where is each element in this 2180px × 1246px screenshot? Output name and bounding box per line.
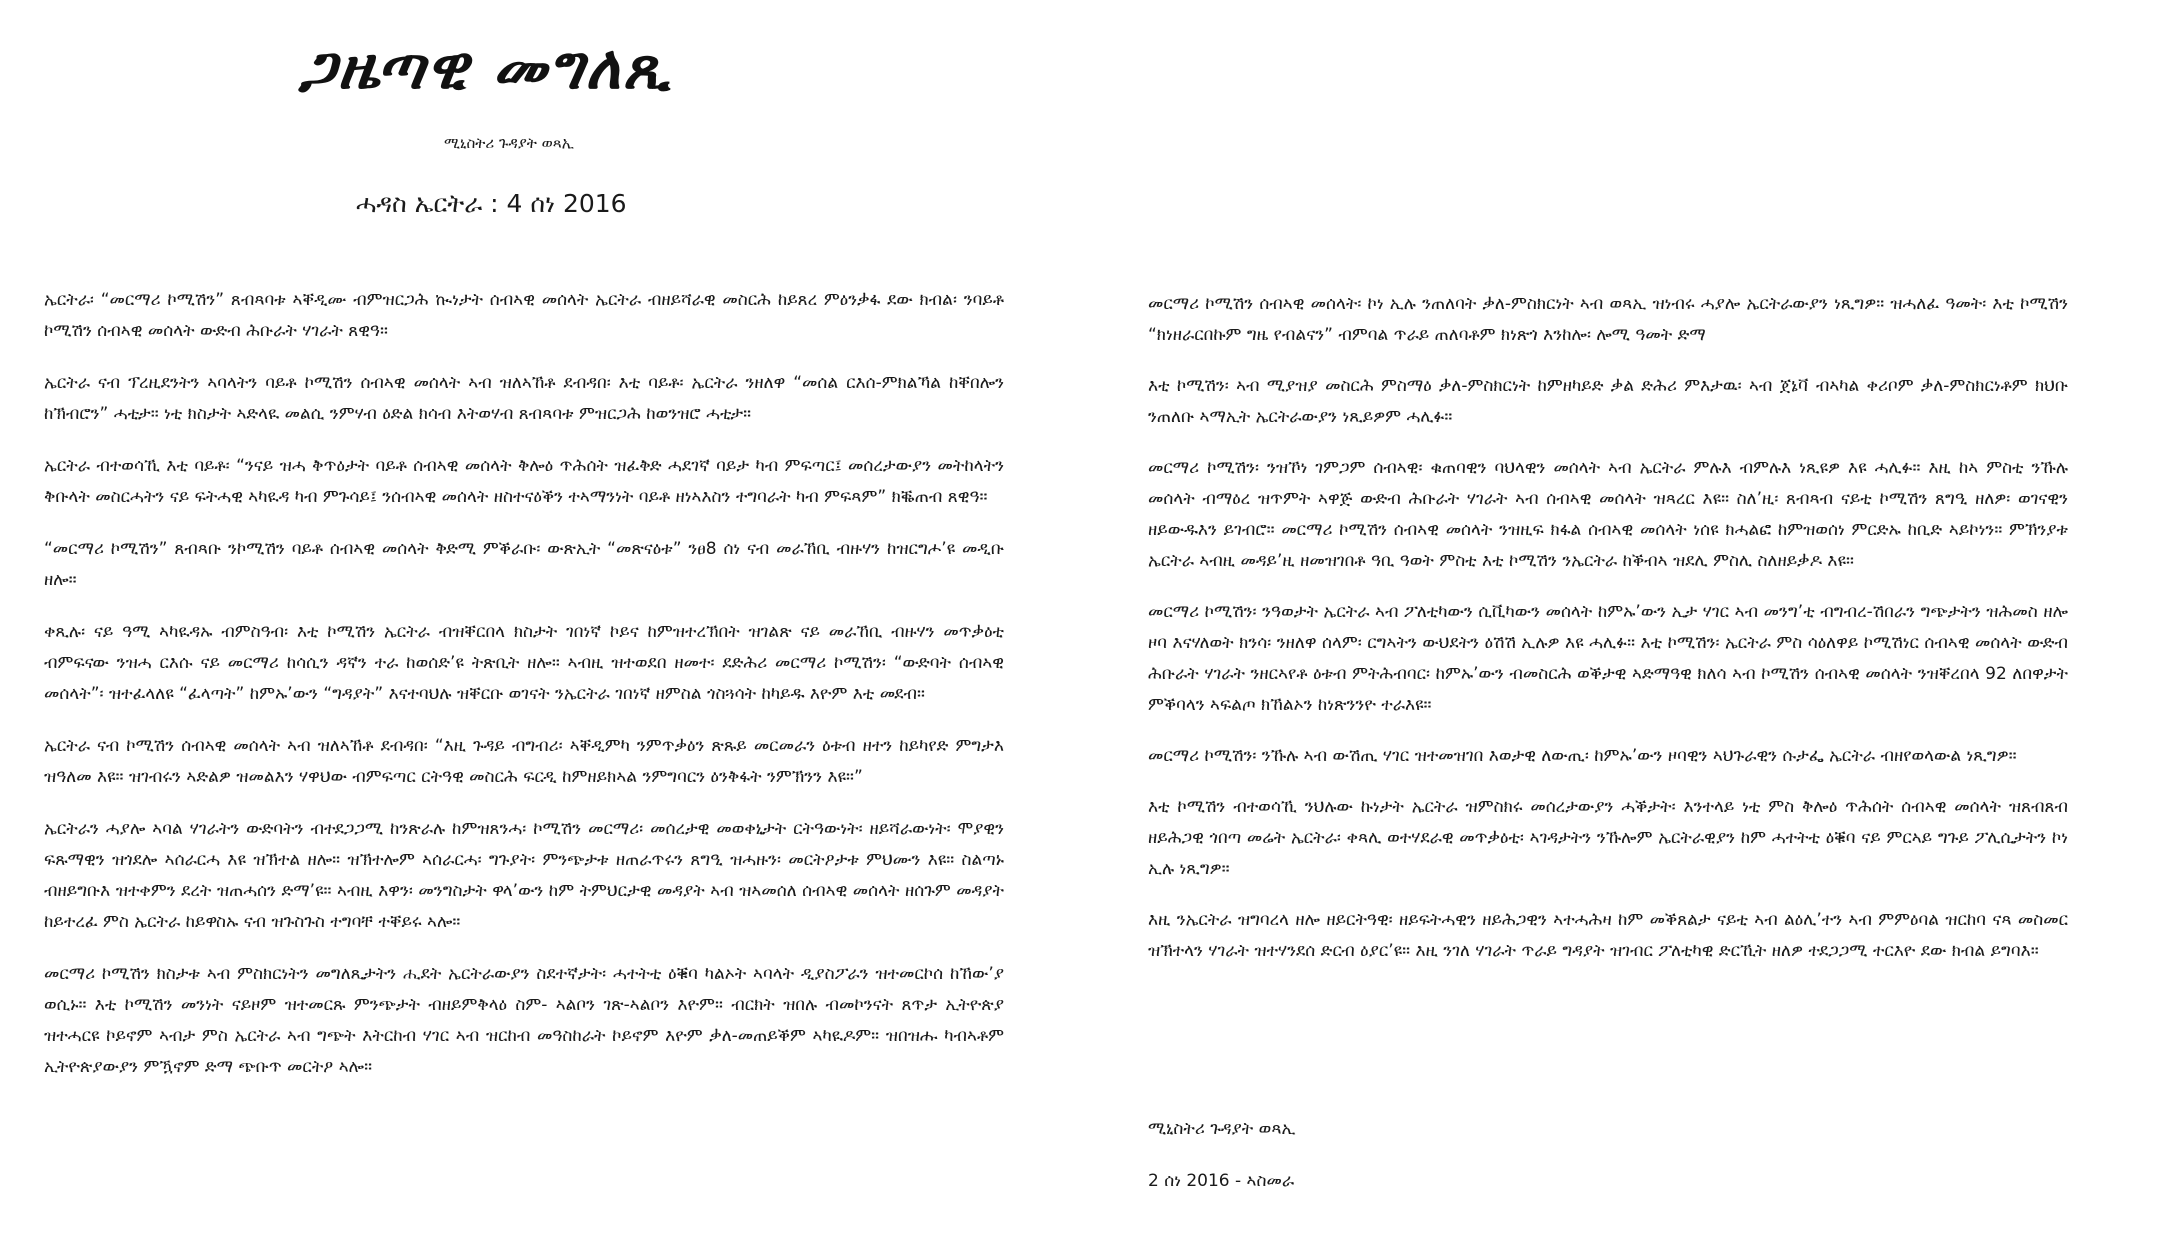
left-body xyxy=(44,285,1004,1104)
paragraph: መርማሪ ኮሚሽን፡ ንኹሉ ኣብ ውሽጢ ሃገር ዝተመዝገበ እወታዊ ለውጢ፡ ከምኡ’ውን ዞባዊን ኣህጉራዊን ሱታፌ ኤርትራ ብዘየወላውል ነጺግዎ። xyxy=(1148,746,2017,766)
signature-date: 2 ሰነ 2016 - ኣስመራ xyxy=(1148,1171,1295,1191)
paragraph: እዚ ንኤርትራ ዝግባረላ ዘሎ ዘይርትዓዊ፡ ዘይፍትሓዊን ዘይሕጋዊን ኣተሓሕዛ ከም መቕጸልታ ናይቲ ኣብ ልዕሊ’ተን ኣብ ምምዕባል ዝርከባ ናጻ መስመር ዝኽተላን ሃገራት ዝተሃንደሰ ድርብ ዕያር’ዩ። እዚ ንገለ ሃገራት ጥራይ ግዳያት ዝገብር ፖለቲካዊ ድርኺት ዘለዎ ተደጋጋሚ ተርእዮ ደው ክብል ይግባእ። xyxy=(1148,910,2068,961)
paragraph: ኤርትራ ናብ ፕረዚደንትን ኣባላትን ባይቶ ኮሚሽን ሰብኣዊ መሰላት ኣብ ዝለኣኸቶ ደብዳበ፡ እቲ ባይቶ፡ ኤርትራ ንዘለዋ “መሰል ርእሰ-ምክልኻል ከቐበሎን ከኽብሮን” ሓቲታ። ነቲ ክስታት ኣድላዪ መልሲ ንምሃብ ዕድል ክሳብ እትወሃብ ጸብጻባቱ ምዝርጋሕ ከወንዝሮ ሓቲታ። xyxy=(44,373,1004,424)
paragraph: መርማሪ ኮሚሽን፡ ንዓወታት ኤርትራ ኣብ ፖለቲካውን ሲቪካውን መሰላት ከምኡ’ውን ኢታ ሃገር ኣብ መንግ’ቲ ብግብረ-ሽበራን ግጭታትን ዝሕመስ ዘሎ ዞባ እናሃለወት ክንሳ፡ ንዘለዋ ሰላም፡ ርግኣትን ውህደትን ዕሽሽ ኢሉዎ እዩ ሓሊፉ። እቲ ኮሚሽን፡ ኤርትራ ምስ ሳዕለዋይ ኮሚሽነር ሰብኣዊ መሰላት ውድብ ሕቡራት ሃገራት ንዘርኣየቶ ዕቱብ ምትሕብባር፡ ከምኡ’ውን ብመስርሕ ወቕታዊ ኣድማዓዊ ክለሳ ኣብ ኮሚሽን ሰብኣዊ መሰላት ንዝቐረበላ 92 ለበዋታት ምቕባላን ኣፍልጦ ክኸልኦን ከነጽንንዮ ተራእዩ። xyxy=(1148,602,2068,715)
paragraph: ኤርትራ ብተወሳኺ እቲ ባይቶ፡ “ንናይ ዝሓ ቅጥዕታት ባይቶ ሰብኣዊ መሰላት ቅሎዕ ጥሕሰት ዝፈቅድ ሓደገኛ ባይታ ካብ ምፍጣር፤ መሰረታውያን መትከላትን ቅቡላት መስርሓትን ናይ ፍትሓዊ ኣካዪዳ ካብ ምጉሳይ፤ ንሰብኣዊ መሰላት ዘስተናዕቕን ተኣማንነት ባይቶ ዘነኣእስን ተግባራት ካብ ምፍጻም” ክቘጠብ ጸዊዓ። xyxy=(44,456,1004,507)
right-body xyxy=(1148,289,2068,987)
paragraph: መርማሪ ኮሚሽን፡ ንዝኾነ ገምጋም ሰብኣዊ፡ ቁጠባዊን ባህላዊን መሰላት ኣብ ኤርትራ ምሉእ ብምሉእ ነጺዩዎ እዩ ሓሊፉ። እዚ ከኣ ምስቲ ንኹሉ መሰላት ብማዕረ ዝጥምት ኣዋጅ ውድብ ሕቡራት ሃገራት ኣብ ሰብኣዊ መሰላት ዝጻረር እዩ። ስለ’ዚ፡ ጸብጻብ ናይቲ ኮሚሽን ጸግዒ ዘለዎ፡ ወገናዊን ዘይውዱእን ይገብሮ። መርማሪ ኮሚሽን ሰብኣዊ መሰላት ንዝዚፍ ክፋል ሰብኣዊ መሰላት ነሰዩ ክሓልፎ ከምዝወሰነ ምርድኡ ከቢድ ኣይኮነን። ምኽንያቱ ኤርትራ ኣብዚ መዳይ’ዚ ዘመዝገበቶ ዓቢ ዓወት ምስቲ እቲ ኮሚሽን ንኤርትራ ከቕብኣ ዝደሊ ምስሊ ስለዘይቃዶ እዩ። xyxy=(1148,458,2068,571)
paragraph: መርማሪ ኮሚሽን ሰብኣዊ መሰላት፡ ኮነ ኢሉ ንጠለባት ቃለ-ምስክርነት ኣብ ወጻኢ ዝነብሩ ሓያሎ ኤርትራውያን ነጺግዎ። ዝሓለፈ ዓመት፡ እቲ ኮሚሽን “ክነዘራርበኩም ግዜ የብልናን” ብምባል ጥራይ ጠለባቶም ክነጽጎ እንከሎ፡ ሎሚ ዓመት ድማ xyxy=(1148,294,2068,345)
paragraph: ኤርትራን ሓያሎ ኣባል ሃገራትን ውድባትን ብተደጋጋሚ ከንጽራሉ ከምዝጸንሓ፡ ኮሚሽን መርማሪ፡ መሰረታዊ መወቀኒታት ርትዓውነት፡ ዘይሻራውነት፡ ሞያዊን ፍጹማዊን ዝጎደሎ ኣሰራርሓ እዩ ዝኽተል ዘሎ። ዝኽተሎም ኣሰራርሓ፡ ግጉያት፡ ምንጭታቱ ዘጠራጥሩን ጸግዒ ዝሓዙን፡ መርትዖታቱ ምህሙን እዩ። ስልጣኑ ብዘይግቡእ ዝተቀምን ደረት ዝጠሓሰን ድማ’ዩ። ኣብዚ እዋን፡ መንግስታት ዋላ’ውን ከም ትምህርታዊ መዳያት ኣብ ዝኣመሰለ ሰብኣዊ መሰላት ዘሰጉም መዳያት ከይተረፈ ምስ ኤርትራ ከይዋስኡ ናብ ዝጉስጉስ ተግባቸ ተቐይሩ ኣሎ። xyxy=(44,819,1004,932)
ministry-name: ሚኒስትሪ ጉዳያት ወጻኢ xyxy=(444,134,575,152)
dateline: ሓዳስ ኤርትራ : 4 ሰነ 2016 xyxy=(356,189,627,218)
paragraph: መርማሪ ኮሚሽን ክስታቱ ኣብ ምስክርነትን መግለጺታትን ሒደት ኤርትራውያን ስደተኛታት፡ ሓተትቲ ዕቑባ ካልኦት ኣባላት ዲያስፖራን ዝተመርኮሰ ከኸው’ያ ወሲኑ። እቲ ኮሚሽን መንነት ናይዞም ዝተመርጹ ምንጭታት ብዘይምቅላዕ ስም- ኣልቦን ገጽ-ኣልቦን እዮም። ብርክት ዝበሉ ብመኮንናት ጸጥታ ኢትዮጵያ ዝተሓርዩ ኮይኖም ኣብታ ምስ ኤርትራ ኣብ ግጭት እትርከብ ሃገር ኣብ ዝርከብ መዓስከራት ኮይኖም እዮም ቃለ-መጠይቕም ኣካዪዶም። ዝበዝሑ ካብኣቶም ኢትዮጵያውያን ምዃኖም ድማ ጭቡጥ መርትዖ ኣሎ። xyxy=(44,964,1004,1077)
paragraph: እቲ ኮሚሽን፡ ኣብ ሚያዝያ መስርሕ ምስማዕ ቃለ-ምስክርነት ከምዘካይድ ቃል ድሕሪ ምእታዉ፡ ኣብ ጀኔቫ ብኣካል ቀሪቦም ቃለ-ምስክርነቶም ክህቡ ንጠለቡ ኣማኢት ኤርትራውያን ነጺይዎም ሓሊፉ። xyxy=(1148,376,2068,427)
signature-ministry: ሚኒስትሪ ጉዳያት ወጻኢ xyxy=(1148,1119,1296,1139)
paragraph: ኤርትራ ናብ ኮሚሽን ሰብኣዊ መሰላት ኣብ ዝለኣኸቶ ደብዳበ፡ “እዚ ጉዳይ ብግብሪ፡ ኣቐዲምካ ንምጥቃዕን ጽጹይ መርመራን ዕቱብ ዘተን ከይካየድ ምግታእ ዝዓለመ እዩ። ዝገብሩን ኣድልዎ ዝመልእን ሃዋህው ብምፍጣር ርትዓዊ መስርሕ ፍርዲ ከምዘይክኣል ንምግባርን ዕንቅፋት ንምኽንን እዩ።” xyxy=(44,736,1004,787)
paragraph: ኤርትራ፡ “መርማሪ ኮሚሽን” ጸብጻባቱ ኣቐዲሙ ብምዝርጋሕ ኲነታት ሰብኣዊ መሰላት ኤርትራ ብዘይሻራዊ መስርሕ ከይጸረ ምዕንቃፋ ደው ክብል፡ ንባይቶ ኮሚሽን ሰብኣዊ መሰላት ውድብ ሕቡራት ሃገራት ጸዊዓ። xyxy=(44,290,1004,341)
page-title: ጋዜጣዊ መግለጺ xyxy=(299,33,673,103)
paragraph: ቀጺሉ፡ ናይ ዓሚ ኣካዪዳኡ ብምስዓብ፡ እቲ ኮሚሽን ኤርትራ ብዝቐርበላ ክስታት ገበነኛ ኮይና ከምዝተረኽበት ዝገልጽ ናይ መራኸቢ ብዙሃን መጥቃዕቲ ብምፍናው ንዝሓ ርእሱ ናይ መርማሪ ከሳሲን ዳኛን ተራ ከወሰድ’ዩ ትጽቢት ዘሎ። ኣብዚ ዝተወደበ ዘመተ፡ ደድሕሪ መርማሪ ኮሚሽን፡ “ውድባት ሰብኣዊ መሰላት”፡ ዝተፈላለዩ “ፈላጣት” ከምኡ’ውን “ግዳያት” እናተባህሉ ዝቐርቡ ወገናት ንኤርትራ ገበነኛ ዘምስል ጎስጓሳት ከካይዱ እዮም እቲ መደብ። xyxy=(44,622,1004,704)
paragraph: እቲ ኮሚሽን ብተወሳኺ ንህሉው ኩነታት ኤርትራ ዝምስክሩ መሰረታውያን ሓቕታት፡ እንተላይ ነቲ ምስ ቅሎዕ ጥሕሰት ሰብኣዊ መሰላት ዝጸብጸብ ዘይሕጋዊ ጎበጣ መሬት ኤርትራ፡ ቀጻሊ ወተሃደራዊ መጥቃዕቲ፡ ኣገዳታትን ንኹሎም ኤርትራዊያን ከም ሓተትቲ ዕቑባ ናይ ምርኣይ ግጉይ ፖሊሲታትን ኮነ ኢሉ ነጺግዎ። xyxy=(1148,797,2068,879)
paragraph: “መርማሪ ኮሚሽን” ጸብጻቡ ንኮሚሽን ባይቶ ሰብኣዊ መሰላት ቅድሚ ምቕራቡ፡ ውጽኢት “መጽናዕቱ” ንፀ8 ሰነ ናብ መራኸቢ ብዙሃን ከዝርግሖ’ዩ መዲቡ ዘሎ። xyxy=(44,539,1004,590)
